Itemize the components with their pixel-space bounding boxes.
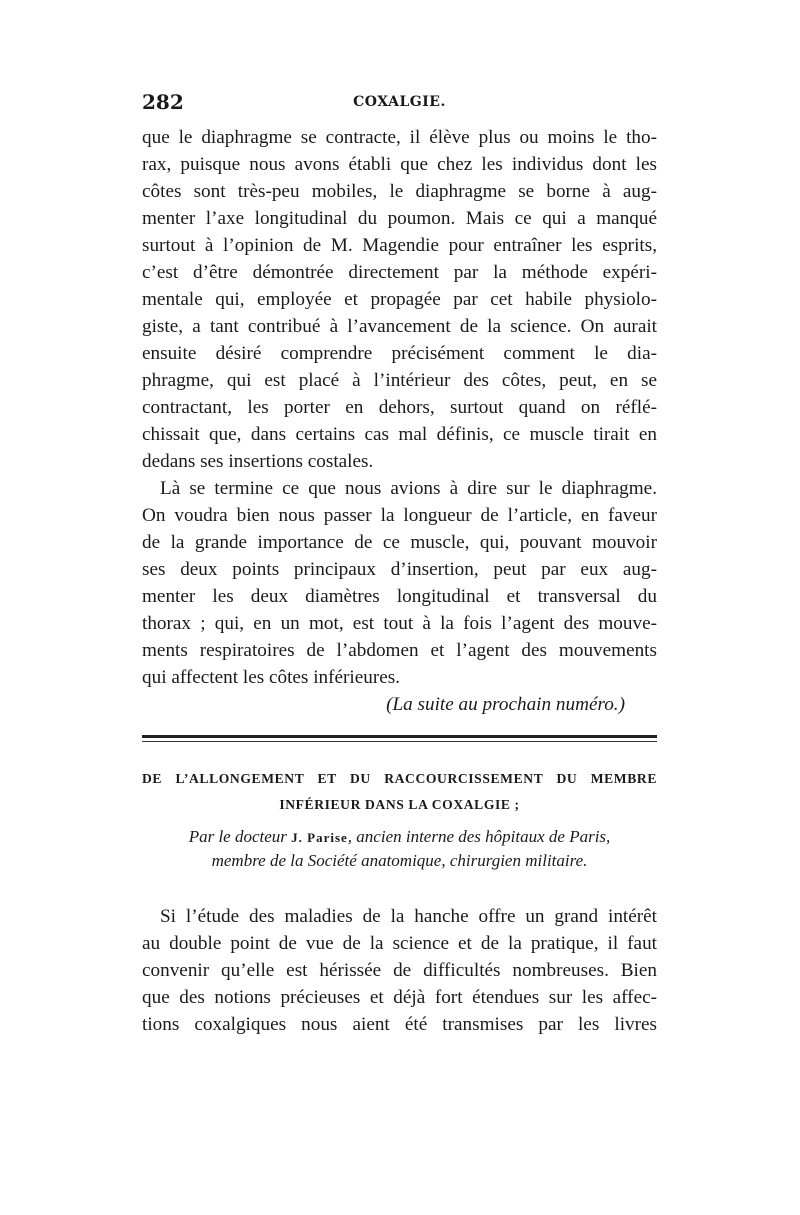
text-line: contractant, les porter en dehors, surtout quand on réflé- <box>142 397 657 418</box>
text-line: que des notions précieuses et déjà fort étendues sur les affec- <box>142 987 657 1008</box>
continuation-note <box>142 691 625 718</box>
page-header <box>142 90 657 120</box>
text-line: ments respiratoires de l’abdomen et l’agent des mouvements <box>142 640 657 661</box>
text-line: ses deux points principaux d’insertion, peut par eux aug- <box>142 559 657 580</box>
text-line: dedans ses insertions costales. <box>142 451 374 472</box>
article-byline-line-2: membre de la Société anatomique, chirurgien militaire. <box>211 851 588 870</box>
article-title-line-1: DE L’ALLONGEMENT ET DU RACCOURCISSEMENT DU MEMBRE <box>142 771 657 786</box>
continuation-text: (La suite au prochain numéro.) <box>386 694 625 715</box>
text-line: tions coxalgiques nous aient été transmises par les livres <box>142 1014 657 1035</box>
section-divider <box>142 735 657 738</box>
text-line: giste, a tant contribué à l’avancement de la science. On aurait <box>142 316 657 337</box>
author-name: J. Parise <box>291 830 348 845</box>
running-title: COXALGIE. <box>353 94 446 110</box>
text-line: On voudra bien nous passer la longueur de l’article, en faveur <box>142 505 657 526</box>
text-line: surtout à l’opinion de M. Magendie pour entraîner les esprits, <box>142 235 657 256</box>
text-line: chissait que, dans certains cas mal définis, ce muscle tirait en <box>142 424 657 445</box>
section-divider-thin <box>142 741 657 742</box>
text-line: convenir qu’elle est hérissée de difficultés nombreuses. Bien <box>142 960 657 981</box>
text-line: de la grande importance de ce muscle, qui, pouvant mouvoir <box>142 532 657 553</box>
text-line: menter les deux diamètres longitudinal et transversal du <box>142 586 657 607</box>
text-line: phragme, qui est placé à l’intérieur des côtes, peut, en se <box>142 370 657 391</box>
text-line: rax, puisque nous avons établi que chez les individus dont les <box>142 154 657 175</box>
text-line: menter l’axe longitudinal du poumon. Mais ce qui a manqué <box>142 208 657 229</box>
text-line: c’est d’être démontrée directement par la méthode expéri- <box>142 262 657 283</box>
text-line: au double point de vue de la science et de la pratique, il faut <box>142 933 657 954</box>
text-line: que le diaphragme se contracte, il élève plus ou moins le tho- <box>142 127 657 148</box>
byline-rest: , ancien interne des hôpitaux de Paris, <box>347 827 611 846</box>
text-line: mentale qui, employée et propagée par cet habile physiolo- <box>142 289 657 310</box>
article-title-line-2: INFÉRIEUR DANS LA COXALGIE ; <box>279 797 520 812</box>
byline-prefix: Par le docteur <box>188 827 287 846</box>
article-byline <box>142 826 657 849</box>
text-line: thorax ; qui, en un mot, est tout à la fois l’agent des mouve- <box>142 613 657 634</box>
text-line: Si l’étude des maladies de la hanche offre un grand intérêt <box>160 906 657 927</box>
text-line: qui affectent les côtes inférieures. <box>142 667 401 688</box>
page-number: 282 <box>142 90 184 114</box>
text-line: ensuite désiré comprendre précisément comment le dia- <box>142 343 657 364</box>
text-line: Là se termine ce que nous avions à dire sur le diaphragme. <box>160 478 657 499</box>
text-line: côtes sont très-peu mobiles, le diaphragme se borne à aug- <box>142 181 657 202</box>
